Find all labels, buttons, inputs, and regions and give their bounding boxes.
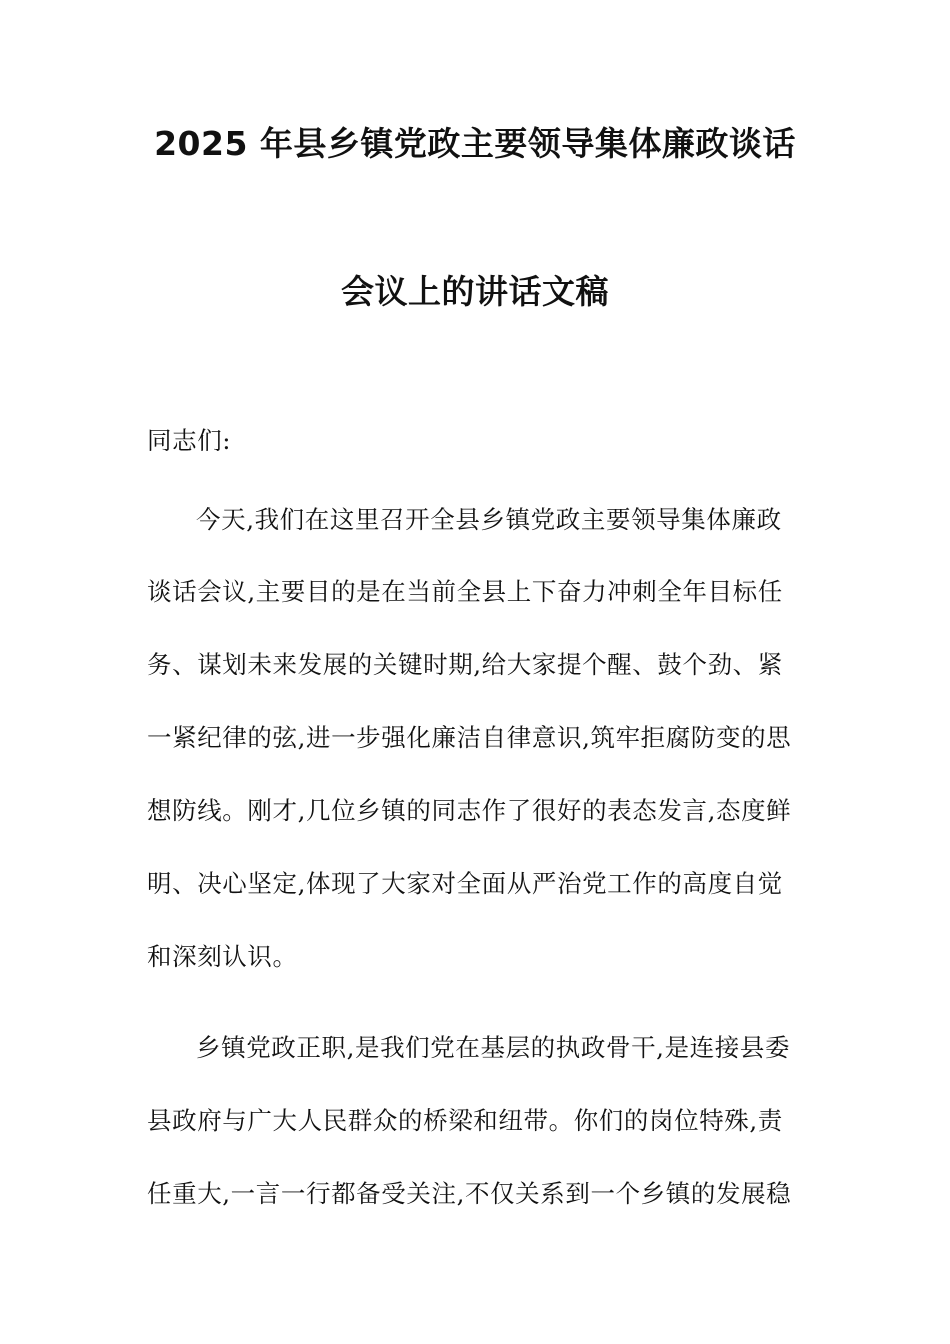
paragraph-1-line: 想防线。刚才,几位乡镇的同志作了很好的表态发言,态度鲜 [147, 796, 792, 825]
salutation: 同志们: [147, 426, 232, 455]
paragraph-1-line: 和深刻认识。 [147, 942, 298, 971]
document-title-line-2: 会议上的讲话文稿 [341, 272, 609, 311]
paragraph-2-line: 任重大,一言一行都备受关注,不仅关系到一个乡镇的发展稳 [147, 1179, 792, 1208]
paragraph-1-line: 谈话会议,主要目的是在当前全县上下奋力冲刺全年目标任 [147, 577, 783, 606]
paragraph-1-line: 务、谋划未来发展的关键时期,给大家提个醒、鼓个劲、紧 [147, 650, 783, 679]
paragraph-1-line: 明、决心坚定,体现了大家对全面从严治党工作的高度自觉 [147, 869, 783, 898]
paragraph-1-line: 一紧纪律的弦,进一步强化廉洁自律意识,筑牢拒腐防变的思 [147, 723, 792, 752]
document-title-line-1: 2025 年县乡镇党政主要领导集体廉政谈话 [154, 124, 796, 163]
paragraph-2-line: 乡镇党政正职,是我们党在基层的执政骨干,是连接县委 [196, 1033, 791, 1062]
paragraph-2-line: 县政府与广大人民群众的桥梁和纽带。你们的岗位特殊,责 [147, 1106, 783, 1135]
paragraph-1-line: 今天,我们在这里召开全县乡镇党政主要领导集体廉政 [196, 505, 782, 534]
